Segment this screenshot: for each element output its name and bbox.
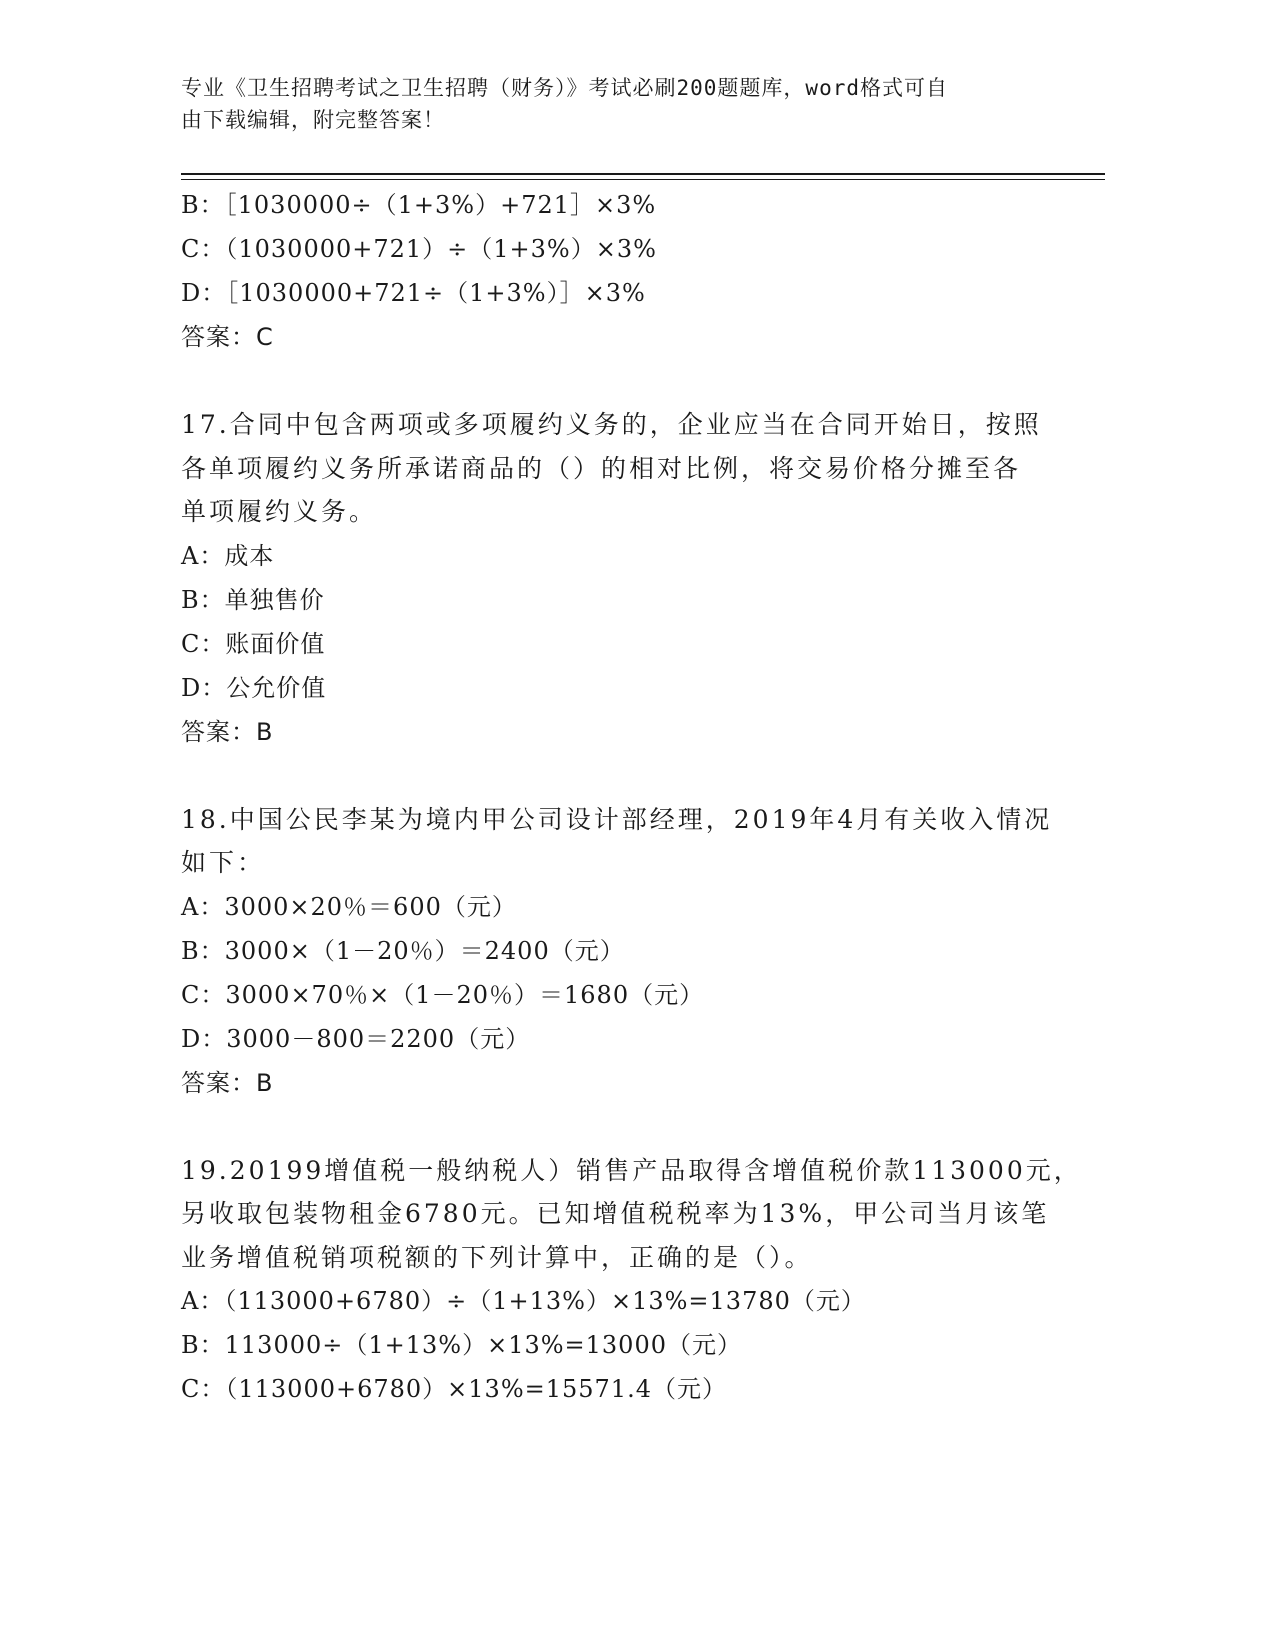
option-a: A：成本 bbox=[181, 541, 275, 570]
option-a: A：（113000+6780）÷（1+13%）×13%=13780（元） bbox=[181, 1287, 866, 1315]
document-header bbox=[181, 72, 1061, 136]
question-stem-line: 18.中国公民李某为境内甲公司设计部经理，2019年4月有关收入情况 bbox=[181, 804, 1053, 834]
answer: 答案：B bbox=[181, 1068, 274, 1097]
question-16 bbox=[181, 183, 1061, 359]
spacer bbox=[181, 754, 1061, 798]
answer: 答案：B bbox=[181, 717, 274, 746]
option-b: B：113000÷（1+13%）×13%=13000（元） bbox=[181, 1331, 742, 1359]
header-line-2: 由下载编辑，附完整答案！ bbox=[181, 108, 445, 132]
option-c: C：3000×70％×（1－20％）＝1680（元） bbox=[181, 980, 705, 1009]
option-d: D：［1030000+721÷（1+3%）］×3% bbox=[181, 279, 646, 307]
option-b: B：3000×（1－20％）＝2400（元） bbox=[181, 936, 625, 965]
question-stem-line: 业务增值税销项税额的下列计算中，正确的是（）。 bbox=[181, 1242, 813, 1272]
question-content bbox=[181, 183, 1082, 1411]
option-b: B：［1030000÷（1+3%）+721］×3% bbox=[181, 191, 657, 219]
spacer bbox=[181, 1105, 1061, 1149]
question-18 bbox=[181, 798, 1061, 1105]
option-d: D：公允价值 bbox=[181, 673, 327, 702]
question-stem-line: 如下： bbox=[181, 848, 266, 877]
question-stem-line: 各单项履约义务所承诺商品的（）的相对比例，将交易价格分摊至各 bbox=[181, 453, 1022, 483]
question-19 bbox=[181, 1149, 1082, 1412]
option-d: D：3000－800＝2200（元） bbox=[181, 1024, 531, 1053]
option-a: A：3000×20％＝600（元） bbox=[181, 892, 517, 921]
question-stem-line: 另收取包装物租金6780元。已知增值税税率为13%，甲公司当月该笔 bbox=[181, 1199, 1050, 1228]
question-stem-line: 单项履约义务。 bbox=[181, 497, 378, 526]
answer: 答案：C bbox=[181, 323, 274, 351]
option-b: B：单独售价 bbox=[181, 585, 325, 614]
header-line-1: 专业《卫生招聘考试之卫生招聘（财务）》考试必刷200题题库，word格式可自 bbox=[181, 76, 948, 100]
question-stem-line: 17.合同中包含两项或多项履约义务的，企业应当在合同开始日，按照 bbox=[181, 410, 1042, 439]
option-c: C：（113000+6780）×13%=15571.4（元） bbox=[181, 1375, 727, 1403]
spacer bbox=[181, 359, 1061, 403]
option-c: C：账面价值 bbox=[181, 629, 326, 658]
header-divider-thin bbox=[181, 179, 1105, 180]
header-divider-thick bbox=[181, 173, 1105, 175]
question-17 bbox=[181, 403, 1061, 754]
option-c: C：（1030000+721）÷（1+3%）×3% bbox=[181, 235, 657, 263]
question-stem-line: 19.20199增值税一般纳税人）销售产品取得含增值税价款113000元， bbox=[181, 1155, 1082, 1185]
